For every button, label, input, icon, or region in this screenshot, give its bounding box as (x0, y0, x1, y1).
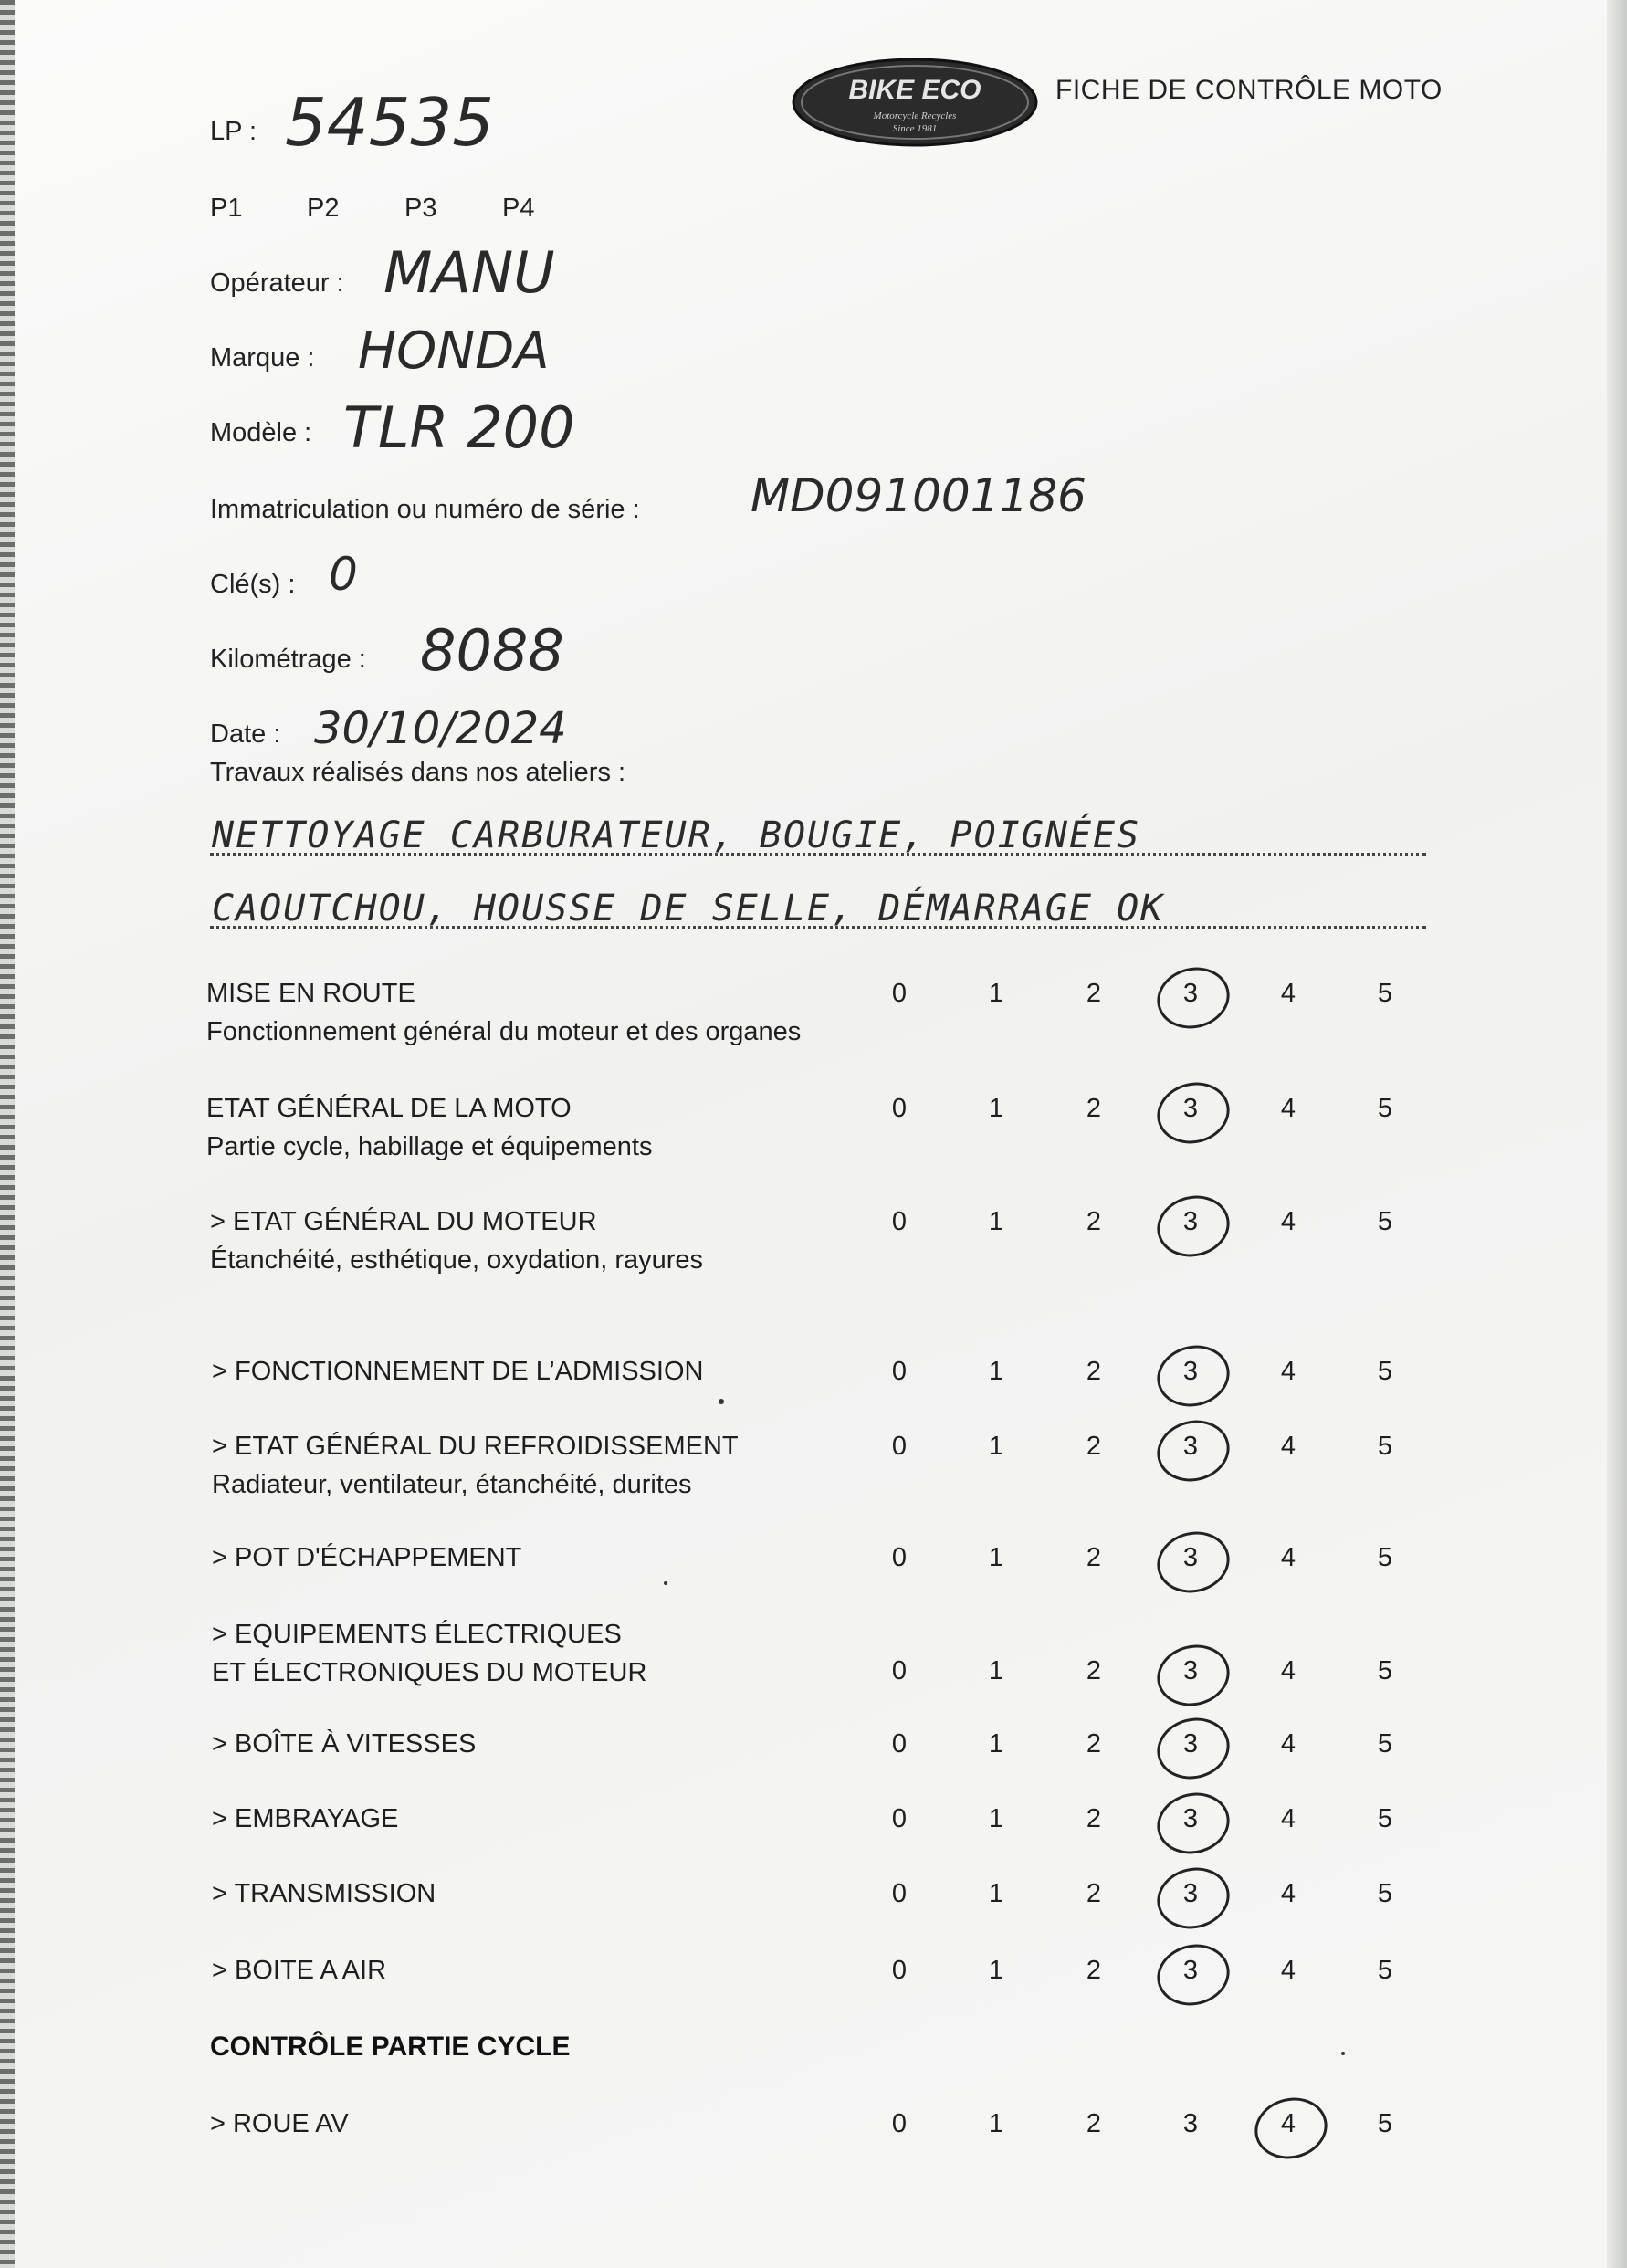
bike-eco-logo (791, 57, 1039, 148)
rating-option-3[interactable]: 3 (1182, 2109, 1199, 2138)
rating-row-title: > ROUE AV (210, 2109, 349, 2138)
logo-since: Since 1981 (892, 123, 938, 134)
rating-option-3[interactable]: 3 (1182, 1432, 1199, 1461)
document-title: FICHE DE CONTRÔLE MOTO (1055, 75, 1443, 105)
p2-label: P2 (307, 194, 340, 223)
rating-row-title: > TRANSMISSION (212, 1879, 436, 1908)
scan-speck (719, 1399, 724, 1404)
rating-option-3[interactable]: 3 (1182, 1094, 1199, 1123)
rating-option-0[interactable]: 0 (891, 1804, 908, 1833)
rating-option-5[interactable]: 5 (1377, 979, 1393, 1008)
rating-option-5[interactable]: 5 (1377, 1804, 1393, 1833)
scan-speck (664, 1581, 667, 1585)
rating-option-4[interactable]: 4 (1280, 1956, 1296, 1985)
sheet-protector-edge (1607, 0, 1627, 2268)
rating-option-3[interactable]: 3 (1182, 1357, 1199, 1386)
travaux-dotted-line-1 (210, 853, 1426, 856)
rating-option-0[interactable]: 0 (891, 1656, 908, 1685)
rating-option-1[interactable]: 1 (988, 1879, 1004, 1908)
rating-option-1[interactable]: 1 (988, 979, 1004, 1008)
rating-option-5[interactable]: 5 (1377, 1956, 1393, 1985)
rating-option-1[interactable]: 1 (988, 1656, 1004, 1685)
rating-row-subtitle: Partie cycle, habillage et équipements (206, 1132, 653, 1161)
rating-option-4[interactable]: 4 (1280, 1656, 1296, 1685)
rating-option-5[interactable]: 5 (1377, 1656, 1393, 1685)
rating-option-2[interactable]: 2 (1086, 979, 1102, 1008)
rating-row-title: > POT D'ÉCHAPPEMENT (212, 1543, 522, 1572)
rating-row-title: > BOÎTE À VITESSES (212, 1729, 477, 1759)
kilometrage-value: 8088 (420, 617, 564, 684)
rating-option-3[interactable]: 3 (1182, 1543, 1199, 1572)
modele-value: TLR 200 (343, 394, 575, 461)
rating-option-5[interactable]: 5 (1377, 2109, 1393, 2138)
rating-row-title: > ETAT GÉNÉRAL DU MOTEUR (210, 1207, 597, 1236)
rating-option-3[interactable]: 3 (1182, 1804, 1199, 1833)
travaux-line-2: CAOUTCHOU, HOUSSE DE SELLE, DÉMARRAGE OK (212, 887, 1165, 929)
rating-option-2[interactable]: 2 (1086, 1094, 1102, 1123)
rating-option-1[interactable]: 1 (988, 1956, 1004, 1985)
cles-label: Clé(s) : (210, 570, 296, 599)
rating-option-0[interactable]: 0 (891, 1879, 908, 1908)
rating-row-title: > EQUIPEMENTS ÉLECTRIQUES (212, 1620, 622, 1649)
rating-option-2[interactable]: 2 (1086, 1729, 1102, 1759)
rating-option-5[interactable]: 5 (1377, 1357, 1393, 1386)
rating-option-0[interactable]: 0 (891, 1094, 908, 1123)
rating-option-4[interactable]: 4 (1280, 1094, 1296, 1123)
rating-option-1[interactable]: 1 (988, 1207, 1004, 1236)
rating-row-title: > BOITE A AIR (212, 1956, 387, 1985)
rating-option-0[interactable]: 0 (891, 1729, 908, 1759)
rating-row-subtitle: ET ÉLECTRONIQUES DU MOTEUR (212, 1658, 647, 1687)
rating-option-5[interactable]: 5 (1377, 1729, 1393, 1759)
rating-option-4[interactable]: 4 (1280, 1804, 1296, 1833)
modele-label: Modèle : (210, 418, 312, 447)
rating-option-2[interactable]: 2 (1086, 1543, 1102, 1572)
rating-option-4[interactable]: 4 (1280, 1357, 1296, 1386)
rating-row-title: > EMBRAYAGE (212, 1804, 399, 1833)
rating-option-1[interactable]: 1 (988, 1357, 1004, 1386)
rating-option-5[interactable]: 5 (1377, 1543, 1393, 1572)
travaux-dotted-line-2 (210, 926, 1426, 929)
rating-option-3[interactable]: 3 (1182, 1729, 1199, 1759)
rating-option-2[interactable]: 2 (1086, 1656, 1102, 1685)
rating-option-3[interactable]: 3 (1182, 1656, 1199, 1685)
rating-row-subtitle: Étanchéité, esthétique, oxydation, rayures (210, 1245, 704, 1275)
kilometrage-label: Kilométrage : (210, 645, 366, 674)
rating-row-subtitle: Fonctionnement général du moteur et des organes (206, 1017, 802, 1046)
scan-speck (1341, 2052, 1345, 2055)
binder-rings (0, 0, 15, 2268)
rating-option-0[interactable]: 0 (891, 2109, 908, 2138)
rating-option-4[interactable]: 4 (1280, 1207, 1296, 1236)
operateur-value: MANU (383, 239, 555, 306)
rating-option-1[interactable]: 1 (988, 1543, 1004, 1572)
p3-label: P3 (404, 194, 437, 223)
rating-option-4[interactable]: 4 (1280, 1432, 1296, 1461)
travaux-line-1: NETTOYAGE CARBURATEUR, BOUGIE, POIGNÉES (212, 814, 1141, 856)
rating-option-3[interactable]: 3 (1182, 1207, 1199, 1236)
rating-option-2[interactable]: 2 (1086, 1432, 1102, 1461)
rating-option-3[interactable]: 3 (1182, 979, 1199, 1008)
rating-row-title: > FONCTIONNEMENT DE L’ADMISSION (212, 1357, 704, 1386)
rating-row-title: > ETAT GÉNÉRAL DU REFROIDISSEMENT (212, 1432, 739, 1461)
date-label: Date : (210, 719, 281, 749)
p1-label: P1 (210, 194, 243, 223)
immatriculation-label: Immatriculation ou numéro de série : (210, 495, 640, 524)
rating-option-5[interactable]: 5 (1377, 1432, 1393, 1461)
rating-option-4[interactable]: 4 (1280, 979, 1296, 1008)
rating-option-4[interactable]: 4 (1280, 1729, 1296, 1759)
section-title-partie-cycle: CONTRÔLE PARTIE CYCLE (210, 2032, 571, 2062)
lp-label: LP : (210, 117, 257, 146)
rating-option-0[interactable]: 0 (891, 1357, 908, 1386)
rating-row-subtitle: Radiateur, ventilateur, étanchéité, durites (212, 1470, 692, 1499)
rating-option-2[interactable]: 2 (1086, 1956, 1102, 1985)
rating-option-4[interactable]: 4 (1280, 1879, 1296, 1908)
immatriculation-value: MD091001186 (751, 469, 1086, 522)
rating-option-4[interactable]: 4 (1280, 1543, 1296, 1572)
cles-value: 0 (329, 548, 358, 601)
rating-option-5[interactable]: 5 (1377, 1207, 1393, 1236)
rating-option-0[interactable]: 0 (891, 1207, 908, 1236)
rating-option-0[interactable]: 0 (891, 979, 908, 1008)
rating-option-2[interactable]: 2 (1086, 2109, 1102, 2138)
rating-option-1[interactable]: 1 (988, 2109, 1004, 2138)
rating-option-0[interactable]: 0 (891, 1432, 908, 1461)
rating-row-title: MISE EN ROUTE (206, 979, 415, 1008)
rating-option-2[interactable]: 2 (1086, 1357, 1102, 1386)
rating-option-4[interactable]: 4 (1280, 2109, 1296, 2138)
rating-option-3[interactable]: 3 (1182, 1956, 1199, 1985)
rating-option-2[interactable]: 2 (1086, 1207, 1102, 1236)
rating-option-5[interactable]: 5 (1377, 1879, 1393, 1908)
operateur-label: Opérateur : (210, 268, 344, 298)
logo-text: BIKE ECO (848, 75, 981, 105)
rating-option-1[interactable]: 1 (988, 1729, 1004, 1759)
marque-label: Marque : (210, 343, 315, 373)
travaux-label: Travaux réalisés dans nos ateliers : (210, 758, 626, 787)
marque-value: HONDA (358, 321, 550, 381)
date-value: 30/10/2024 (314, 703, 567, 754)
lp-value: 54535 (285, 84, 495, 161)
logo-subtext: Motorcycle Recycles (873, 110, 957, 121)
rating-option-2[interactable]: 2 (1086, 1804, 1102, 1833)
rating-option-5[interactable]: 5 (1377, 1094, 1393, 1123)
rating-option-3[interactable]: 3 (1182, 1879, 1199, 1908)
rating-row-title: ETAT GÉNÉRAL DE LA MOTO (206, 1094, 572, 1123)
rating-option-0[interactable]: 0 (891, 1543, 908, 1572)
rating-option-1[interactable]: 1 (988, 1094, 1004, 1123)
rating-option-0[interactable]: 0 (891, 1956, 908, 1985)
p4-label: P4 (502, 194, 535, 223)
rating-option-1[interactable]: 1 (988, 1804, 1004, 1833)
rating-option-1[interactable]: 1 (988, 1432, 1004, 1461)
rating-option-2[interactable]: 2 (1086, 1879, 1102, 1908)
